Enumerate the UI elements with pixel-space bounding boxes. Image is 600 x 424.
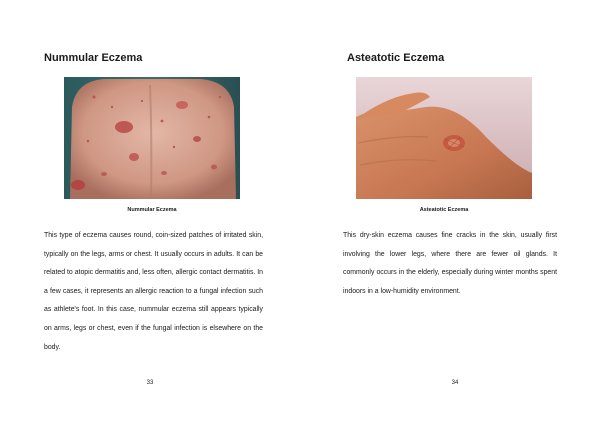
photo-caption: Nummular Eczema — [127, 207, 177, 213]
right-page — [300, 0, 600, 424]
nummular-eczema-photo — [64, 77, 240, 199]
page-number: 34 — [451, 380, 459, 386]
page-title: Nummular Eczema — [44, 52, 143, 64]
body-text: This dry-skin eczema causes fine cracks in the skin, usually first involving the lower legs, where there are fewer oil glands. It commonly occurs in the elderly, especially during winter months spent indoors in a low-humidity environment. — [343, 232, 557, 295]
page-number: 33 — [146, 380, 154, 386]
asteatotic-eczema-photo — [356, 77, 532, 199]
page-title: Asteatotic Eczema — [347, 52, 445, 64]
photo-caption: Asteatotic Eczema — [419, 207, 469, 213]
body-text: This type of eczema causes round, coin-sized patches of irritated skin, typically on the legs, arms or chest. It usually occurs in adults. It can be related to atopic dermatitis and, less often, allergic contact dermatitis. In a few cases, it represents an allergic reaction to a fungal infection such as athlete's foot. In this case, nummular eczema still appears typically on arms, legs or chest, even if the fungal infection is elsewhere on the body. — [44, 232, 263, 351]
